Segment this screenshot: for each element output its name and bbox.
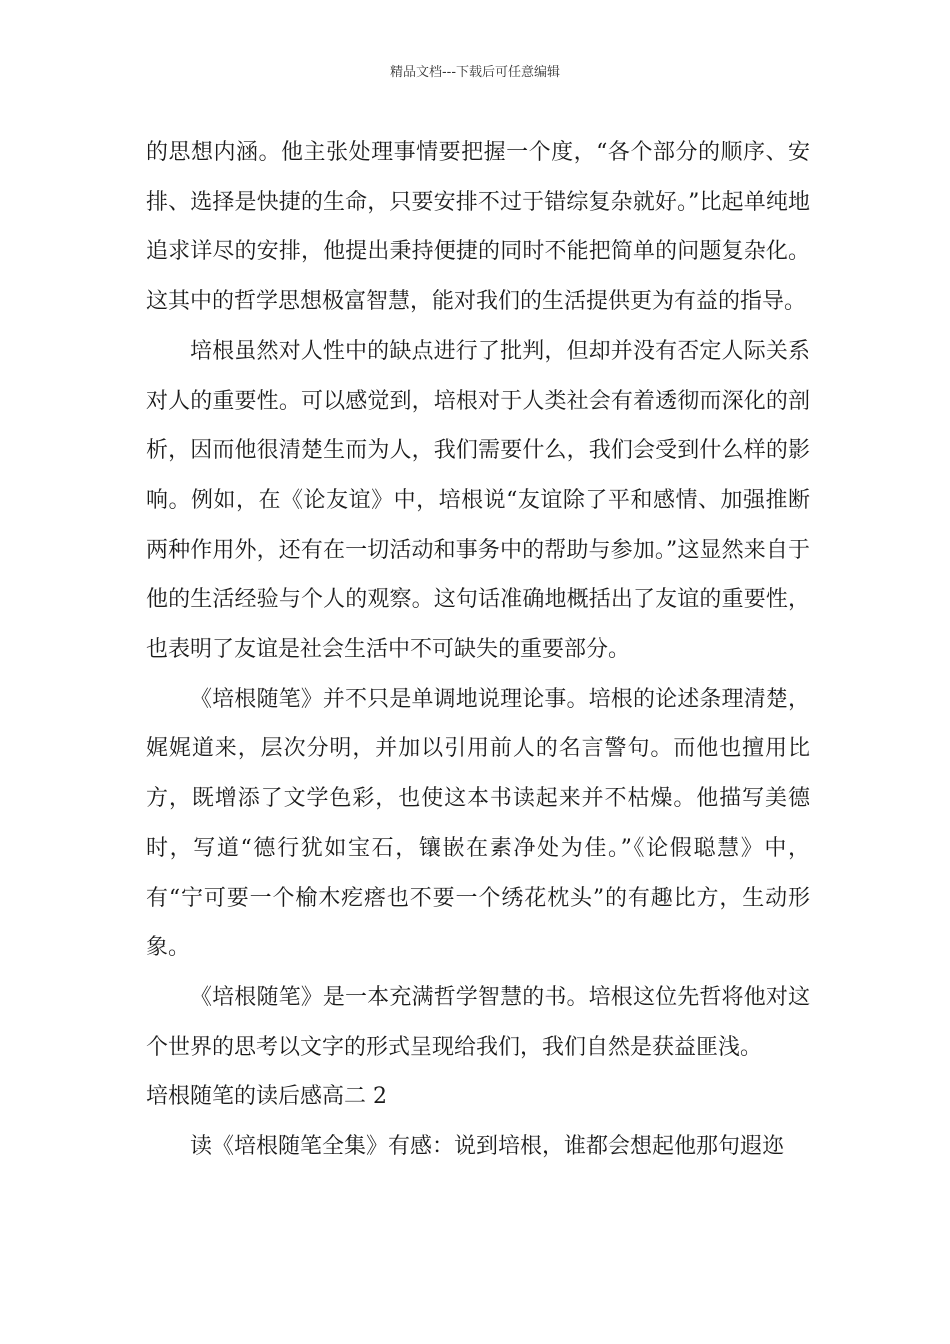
- document-body: [146, 128, 810, 1172]
- paragraph-5: 读《培根随笔全集》有感：说到培根，谁都会想起他那句遐迩: [190, 1134, 785, 1160]
- page-header: 精品文档---下载后可任意编辑: [389, 65, 561, 80]
- paragraph-4: 《培根随笔》是一本充满哲学智慧的书。培根这位先哲将他对这个世界的思考以文字的形式呈现给我们，我们自然是获益匪浅。: [146, 984, 810, 1060]
- paragraph-3: 《培根随笔》并不只是单调地说理论事。培根的论述条理清楚，娓娓道来，层次分明，并加以引用前人的名言警句。而他也擅用比方，既增添了文学色彩，也使这本书读起来并不枯燥。他描写美德时，写道“德行犹如宝石，镶嵌在素净处为佳。”《论假聪慧》中，有“宁可要一个榆木疙瘩也不要一个绣花枕头”的有趣比方，生动形象。: [146, 686, 810, 961]
- paragraph-1: 的思想内涵。他主张处理事情要把握一个度，“各个部分的顺序、安排、选择是快捷的生命，只要安排不过于错综复杂就好。”比起单纯地追求详尽的安排，他提出秉持便捷的同时不能把简单的问题复杂化。这其中的哲学思想极富智慧，能对我们的生活提供更为有益的指导。: [146, 140, 810, 315]
- section-heading: 培根随笔的读后感高二 2: [146, 1084, 387, 1110]
- paragraph-2: 培根虽然对人性中的缺点进行了批判，但却并没有否定人际关系对人的重要性。可以感觉到，培根对于人类社会有着透彻而深化的剖析，因而他很清楚生而为人，我们需要什么，我们会受到什么样的影响。例如，在《论友谊》中，培根说“友谊除了平和感情、加强推断两种作用外，还有在一切活动和事务中的帮助与参加。”这显然来自于他的生活经验与个人的观察。这句话准确地概括出了友谊的重要性，也表明了友谊是社会生活中不可缺失的重要部分。: [146, 338, 810, 663]
